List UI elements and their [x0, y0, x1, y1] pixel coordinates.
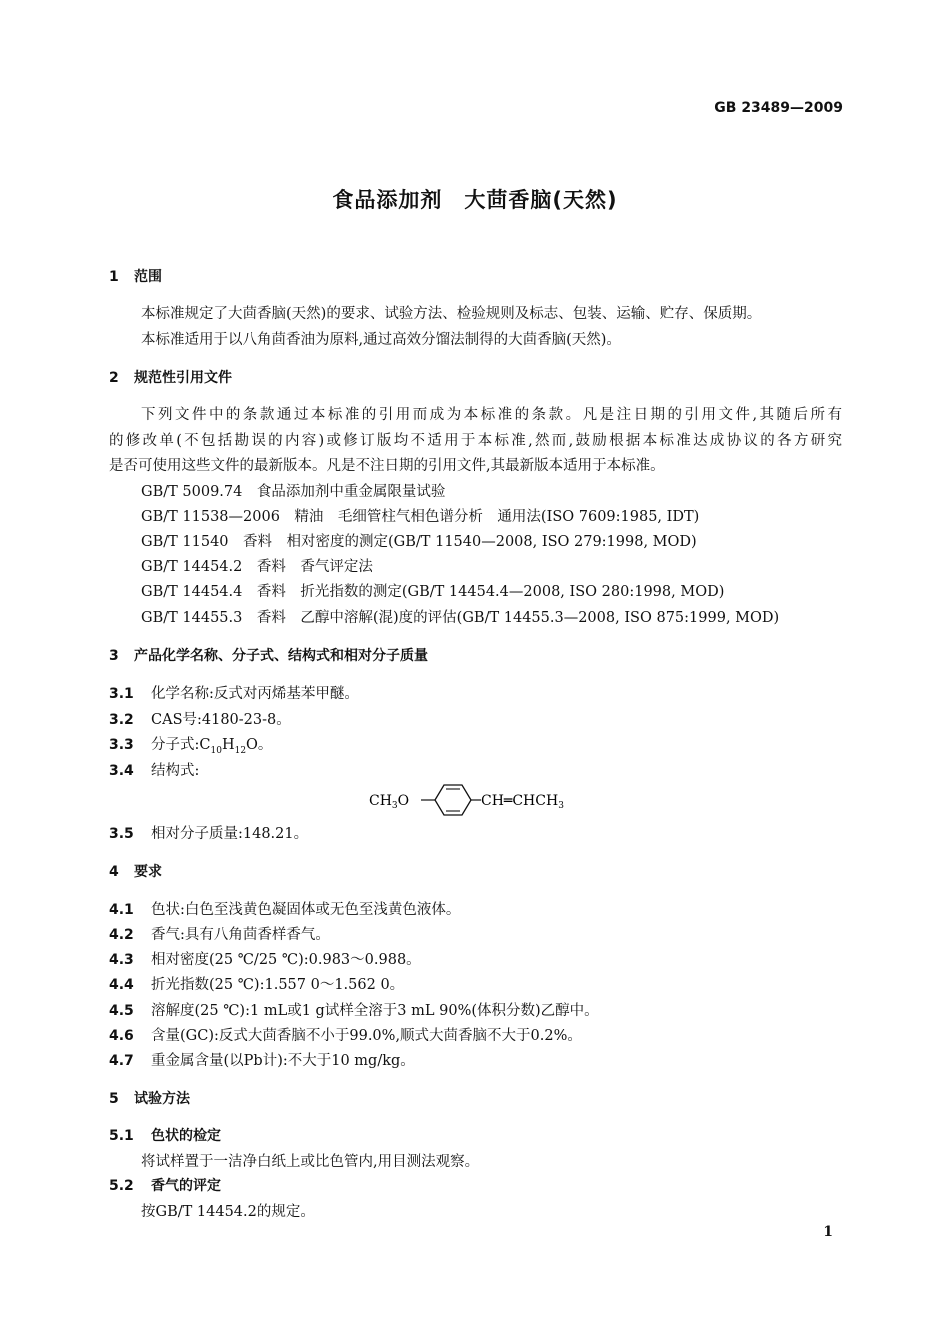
formula-right-group: $CH═CHCH_3$ [481, 793, 564, 811]
section-1-heading [109, 266, 162, 286]
clause-number: 4.1 [109, 902, 134, 918]
subsection-5-1-heading [109, 1125, 221, 1145]
section-4-heading [109, 861, 162, 881]
subsection-5-2-heading [109, 1175, 221, 1195]
section-number: 2 [109, 370, 119, 386]
clause-text: 折光指数(25 ℃):1.557 0～1.562 0。 [151, 977, 405, 993]
formula-suffix: O。 [246, 737, 273, 753]
clause-3-5 [109, 822, 308, 843]
paragraph-line: 的修改单(不包括勘误的内容)或修订版均不适用于本标准,然而,鼓励根据本标准达成协议的各方研究 [109, 433, 842, 449]
clause-text: 含量(GC):反式大茴香脑不小于99.0%,顺式大茴香脑不大于0.2%。 [151, 1028, 582, 1044]
section-2-heading [109, 367, 232, 387]
formula-h: H [221, 737, 235, 753]
section-title: 试验方法 [134, 1091, 190, 1107]
clause-4-5 [109, 999, 599, 1020]
reference-item: GB/T 14454.2 香料 香气评定法 [141, 559, 373, 575]
clause-number: 4.7 [109, 1053, 134, 1069]
clause-3-2 [109, 708, 291, 729]
clause-3-4 [109, 759, 199, 780]
clause-4-6 [109, 1024, 582, 1045]
reference-item: GB/T 5009.74 食品添加剂中重金属限量试验 [141, 484, 446, 500]
section-3-heading [109, 645, 428, 665]
section-title: 产品化学名称、分子式、结构式和相对分子质量 [134, 648, 428, 664]
reference-item: GB/T 14454.4 香料 折光指数的测定(GB/T 14454.4—2008, ISO 280:1998, MOD) [141, 584, 725, 600]
clause-number: 4.2 [109, 927, 134, 943]
section-number: 1 [109, 269, 119, 285]
section-number: 5 [109, 1091, 119, 1107]
clause-text: 相对密度(25 ℃/25 ℃):0.983～0.988。 [151, 952, 421, 968]
subsection-number: 5.2 [109, 1178, 134, 1194]
subsection-title: 香气的评定 [151, 1178, 221, 1194]
clause-number: 4.5 [109, 1003, 134, 1019]
clause-number: 4.3 [109, 952, 134, 968]
structural-formula [365, 782, 595, 818]
clause-text: CAS号:4180-23-8。 [151, 712, 291, 728]
clause-text: 溶解度(25 ℃):1 mL或1 g试样全溶于3 mL 90%(体积分数)乙醇中。 [151, 1003, 599, 1019]
formula-left-group: $CH_3O$ [369, 793, 410, 811]
paragraph-line: 下列文件中的条款通过本标准的引用而成为本标准的条款。凡是注日期的引用文件,其随后所有 [141, 407, 842, 423]
clause-text: 香气:具有八角茴香样香气。 [151, 927, 330, 943]
section-title: 要求 [134, 864, 162, 880]
clause-text: 重金属含量(以Pb计):不大于10 mg/kg。 [151, 1053, 415, 1069]
formula-subscript: 10 [210, 745, 222, 756]
clause-3-1 [109, 682, 359, 703]
reference-item: GB/T 11540 香料 相对密度的测定(GB/T 11540—2008, ISO 279:1998, MOD) [141, 534, 697, 550]
clause-4-3 [109, 948, 421, 969]
clause-4-4 [109, 973, 404, 994]
subsection-number: 5.1 [109, 1128, 134, 1144]
paragraph: 本标准规定了大茴香脑(天然)的要求、试验方法、检验规则及标志、包装、运输、贮存、保质期。 [141, 306, 762, 322]
paragraph: 将试样置于一洁净白纸上或比色管内,用目测法观察。 [141, 1154, 480, 1170]
clause-number: 4.6 [109, 1028, 134, 1044]
clause-text: 结构式: [151, 763, 200, 779]
clause-3-3 [109, 733, 272, 756]
paragraph-line: 是否可使用这些文件的最新版本。凡是不注日期的引用文件,其最新版本适用于本标准。 [109, 458, 665, 474]
paragraph: 按GB/T 14454.2的规定。 [141, 1204, 315, 1220]
section-title: 范围 [134, 269, 162, 285]
page-number: 1 [823, 1224, 833, 1240]
clause-4-1 [109, 898, 460, 919]
clause-number: 3.5 [109, 826, 134, 842]
clause-text: 色状:白色至浅黄色凝固体或无色至浅黄色液体。 [151, 902, 461, 918]
reference-item: GB/T 11538—2006 精油 毛细管柱气相色谱分析 通用法(ISO 7609:1985, IDT) [141, 509, 700, 525]
subsection-title: 色状的检定 [151, 1128, 221, 1144]
section-5-heading [109, 1088, 190, 1108]
standard-number: GB 23489—2009 [714, 100, 843, 116]
clause-number: 3.2 [109, 712, 134, 728]
clause-number: 3.3 [109, 737, 134, 753]
document-title: 食品添加剂 大茴香脑(天然) [332, 188, 618, 212]
clause-number: 4.4 [109, 977, 134, 993]
formula-subscript: 12 [234, 745, 247, 756]
reference-item: GB/T 14455.3 香料 乙醇中溶解(混)度的评估(GB/T 14455.3—2008, ISO 875:1999, MOD) [141, 610, 780, 626]
clause-number: 3.4 [109, 763, 134, 779]
clause-4-7 [109, 1049, 415, 1070]
section-number: 3 [109, 648, 119, 664]
section-number: 4 [109, 864, 119, 880]
paragraph: 本标准适用于以八角茴香油为原料,通过高效分馏法制得的大茴香脑(天然)。 [141, 332, 621, 348]
clause-number: 3.1 [109, 686, 134, 702]
clause-text: 化学名称:反式对丙烯基苯甲醚。 [151, 686, 359, 702]
formula-prefix: 分子式:C [151, 737, 211, 753]
clause-4-2 [109, 923, 330, 944]
clause-text: 相对分子质量:148.21。 [151, 826, 309, 842]
section-title: 规范性引用文件 [134, 370, 232, 386]
